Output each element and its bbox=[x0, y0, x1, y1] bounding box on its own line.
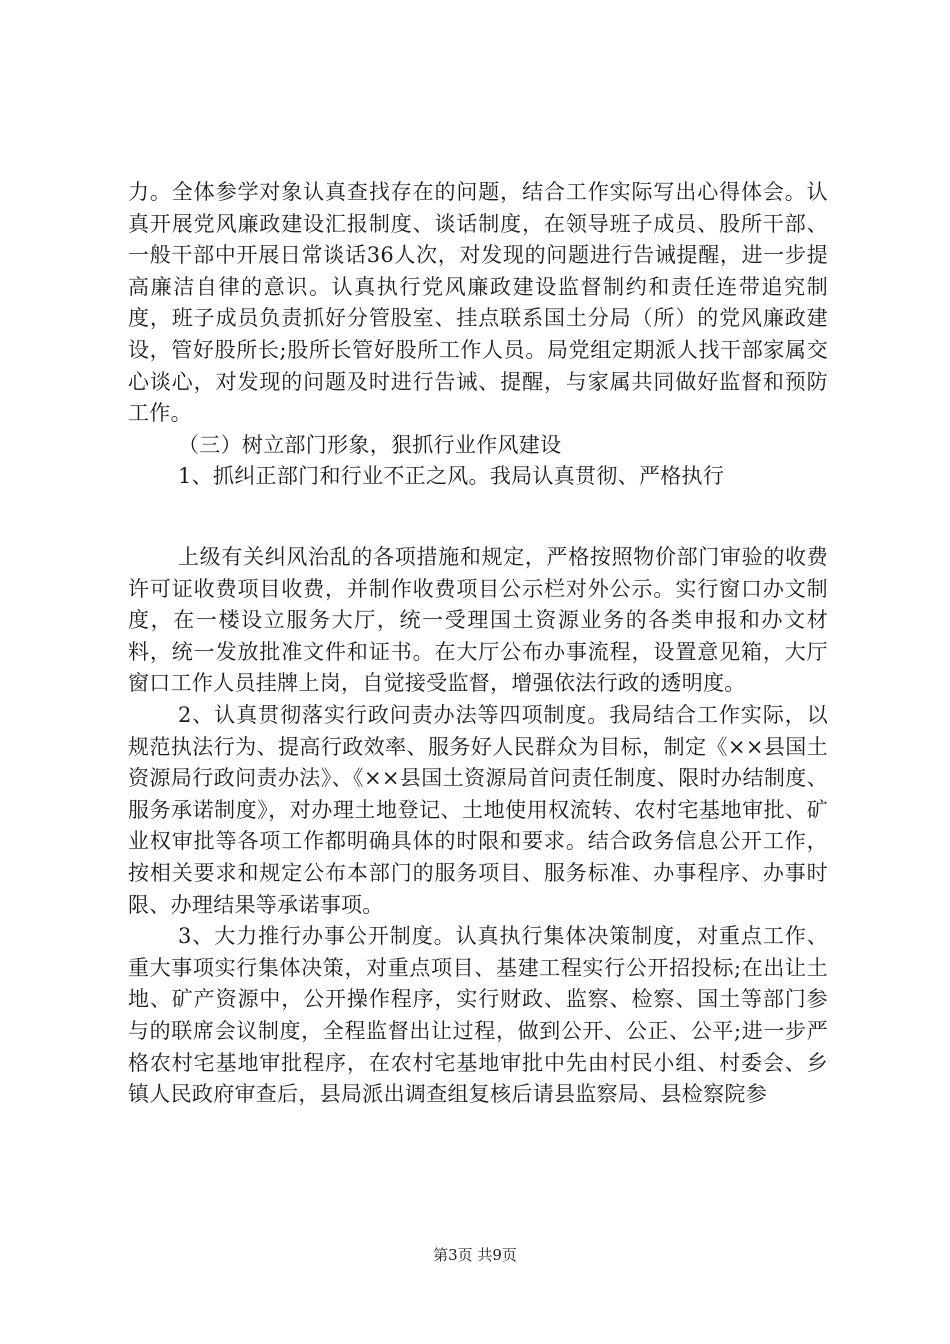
item-3: 3、大力推行办事公开制度。认真执行集体决策制度，对重点工作、重大事项实行集体决策，对重点项目、基建工程实行公开招投标;在出让土地、矿产资源中，公开操作程序，实行财政、监察、检察、国土等部门参与的联席会议制度，全程监督出让过程，做到公开、公正、公平;进一步严格农村宅基地审批程序，在农村宅基地审批中先由村民小组、村委会、乡镇人民政府审查后，县局派出调查组复核后请县监察局、县检察院参 bbox=[128, 924, 828, 1107]
paragraph-continuation: 力。全体参学对象认真查找存在的问题，结合工作实际写出心得体会。认真开展党风廉政建设汇报制度、谈话制度，在领导班子成员、股所干部、一般干部中开展日常谈话36人次，对发现的问题进行告诫提醒，进一步提高廉洁自律的意识。认真执行党风廉政建设监督制约和责任连带追究制度，班子成员负责抓好分管股室、挂点联系国土分局（所）的党风廉政建设，管好股所长;股所长管好股所工作人员。局党组定期派人找干部家属交心谈心，对发现的问题及时进行告诫、提醒，与家属共同做好监督和预防工作。 bbox=[128, 180, 828, 426]
section-heading: （三）树立部门形象，狠抓行业作风建设 bbox=[178, 432, 562, 457]
item-2: 2、认真贯彻落实行政问责办法等四项制度。我局结合工作实际，以规范执法行为、提高行政效率、服务好人民群众为目标，制定《××县国土资源局行政问责办法》、《××县国土资源局首问责任制度、限时办结制度、服务承诺制度》，对办理土地登记、土地使用权流转、农村宅基地审批、矿业权审批等各项工作都明确具体的时限和要求。结合政务信息公开工作，按相关要求和规定公布本部门的服务项目、服务标准、办事程序、办事时限、办理结果等承诺事项。 bbox=[128, 702, 828, 917]
page-number-footer: 第3页 共9页 bbox=[433, 1246, 517, 1264]
text-block-top bbox=[128, 177, 828, 493]
item-1-continuation: 上级有关纠风治乱的各项措施和规定，严格按照物价部门审验的收费许可证收费项目收费，并制作收费项目公示栏对外公示。实行窗口办文制度，在一楼设立服务大厅，统一受理国土资源业务的各类申报和办文材料，统一发放批准文件和证书。在大厅公布办事流程，设置意见箱，大厅窗口工作人员挂牌上岗，自觉接受监督，增强依法行政的透明度。 bbox=[128, 545, 828, 696]
item-1-start: 1、抓纠正部门和行业不正之风。我局认真贯彻、严格执行 bbox=[178, 464, 725, 489]
text-block-bottom bbox=[128, 542, 828, 1111]
